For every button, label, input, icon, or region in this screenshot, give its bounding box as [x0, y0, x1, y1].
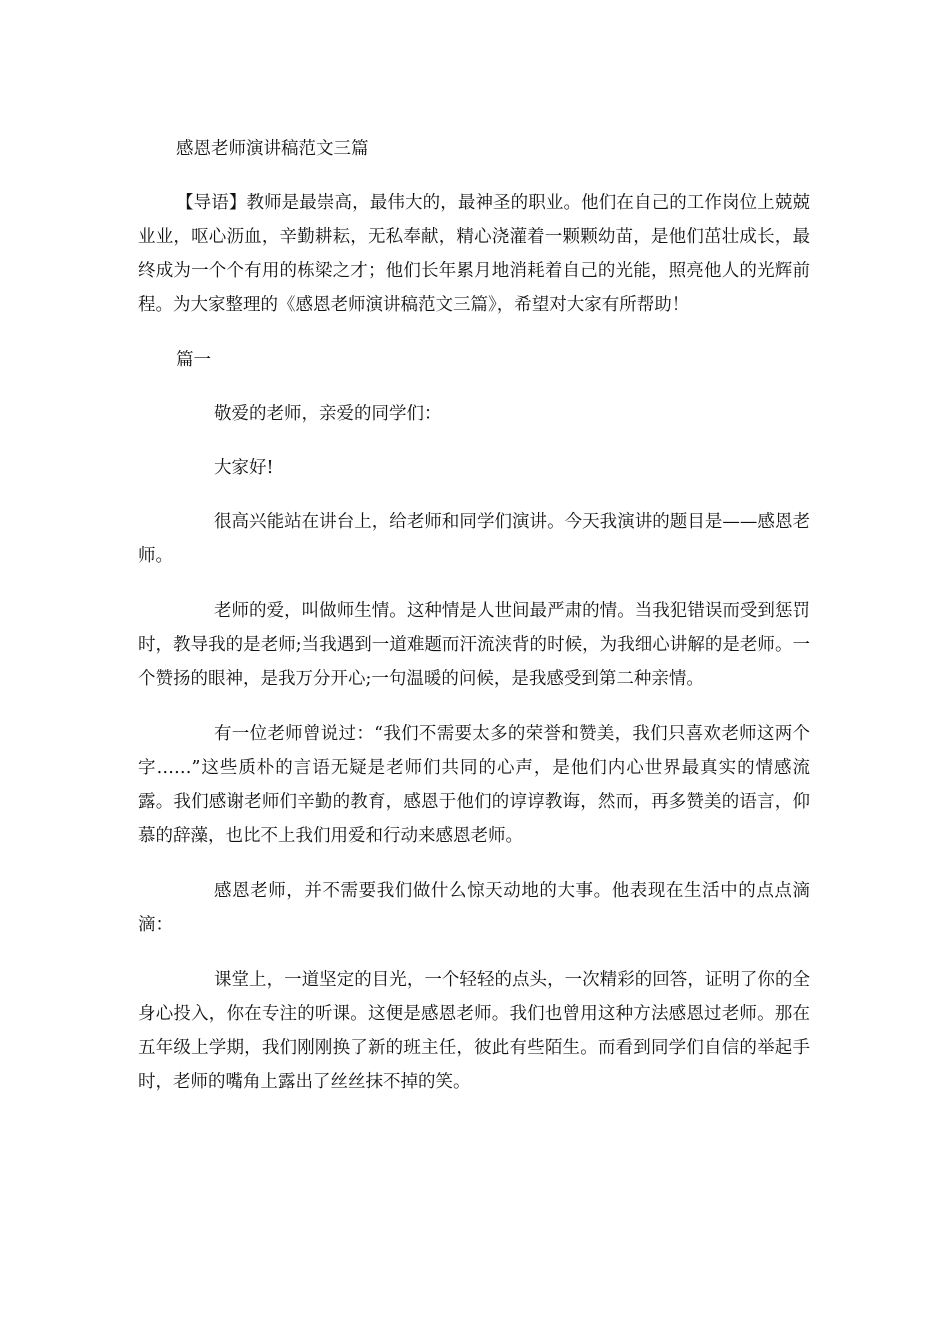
body-paragraph: 很高兴能站在讲台上，给老师和同学们演讲。今天我演讲的题目是——感恩老师。 [138, 512, 810, 566]
body-paragraph: 老师的爱，叫做师生情。这种情是人世间最严肃的情。当我犯错误而受到惩罚时，教导我的是老师;当我遇到一道难题而汗流浃背的时候，为我细心讲解的是老师。一个赞扬的眼神，是我万分开心;一句温暖的问候，是我感受到第二种亲情。 [138, 601, 810, 689]
intro-paragraph: 【导语】教师是最崇高，最伟大的，最神圣的职业。他们在自己的工作岗位上兢兢业业，呕心沥血，辛勤耕耘，无私奉献，精心浇灌着一颗颗幼苗，是他们茁壮成长，最终成为一个个有用的栋梁之才；他们长年累月地消耗着自己的光能，照亮他人的光辉前程。为大家整理的《感恩老师演讲稿范文三篇》，希望对大家有所帮助！ [138, 193, 810, 315]
body-paragraph: 感恩老师，并不需要我们做什么惊天动地的大事。他表现在生活中的点点滴滴： [138, 881, 810, 935]
section-heading: 篇一 [176, 350, 211, 370]
document-body [138, 132, 810, 1120]
greeting-line: 敬爱的老师，亲爱的同学们： [214, 404, 442, 424]
body-paragraph: 有一位老师曾说过：“我们不需要太多的荣誉和赞美，我们只喜欢老师这两个字……”这些质朴的言语无疑是老师们共同的心声，是他们内心世界最真实的情感流露。我们感谢老师们辛勤的教育，感恩于他们的谆谆教诲，然而，再多赞美的语言，仰慕的辞藻，也比不上我们用爱和行动来感恩老师。 [138, 724, 810, 846]
body-paragraph: 课堂上，一道坚定的目光，一个轻轻的点头，一次精彩的回答，证明了你的全身心投入，你在专注的听课。这便是感恩老师。我们也曾用这种方法感恩过老师。那在五年级上学期，我们刚刚换了新的班主任，彼此有些陌生。而看到同学们自信的举起手时，老师的嘴角上露出了丝丝抹不掉的笑。 [138, 970, 810, 1092]
hello-line: 大家好! [214, 458, 274, 478]
document-title: 感恩老师演讲稿范文三篇 [176, 139, 369, 159]
